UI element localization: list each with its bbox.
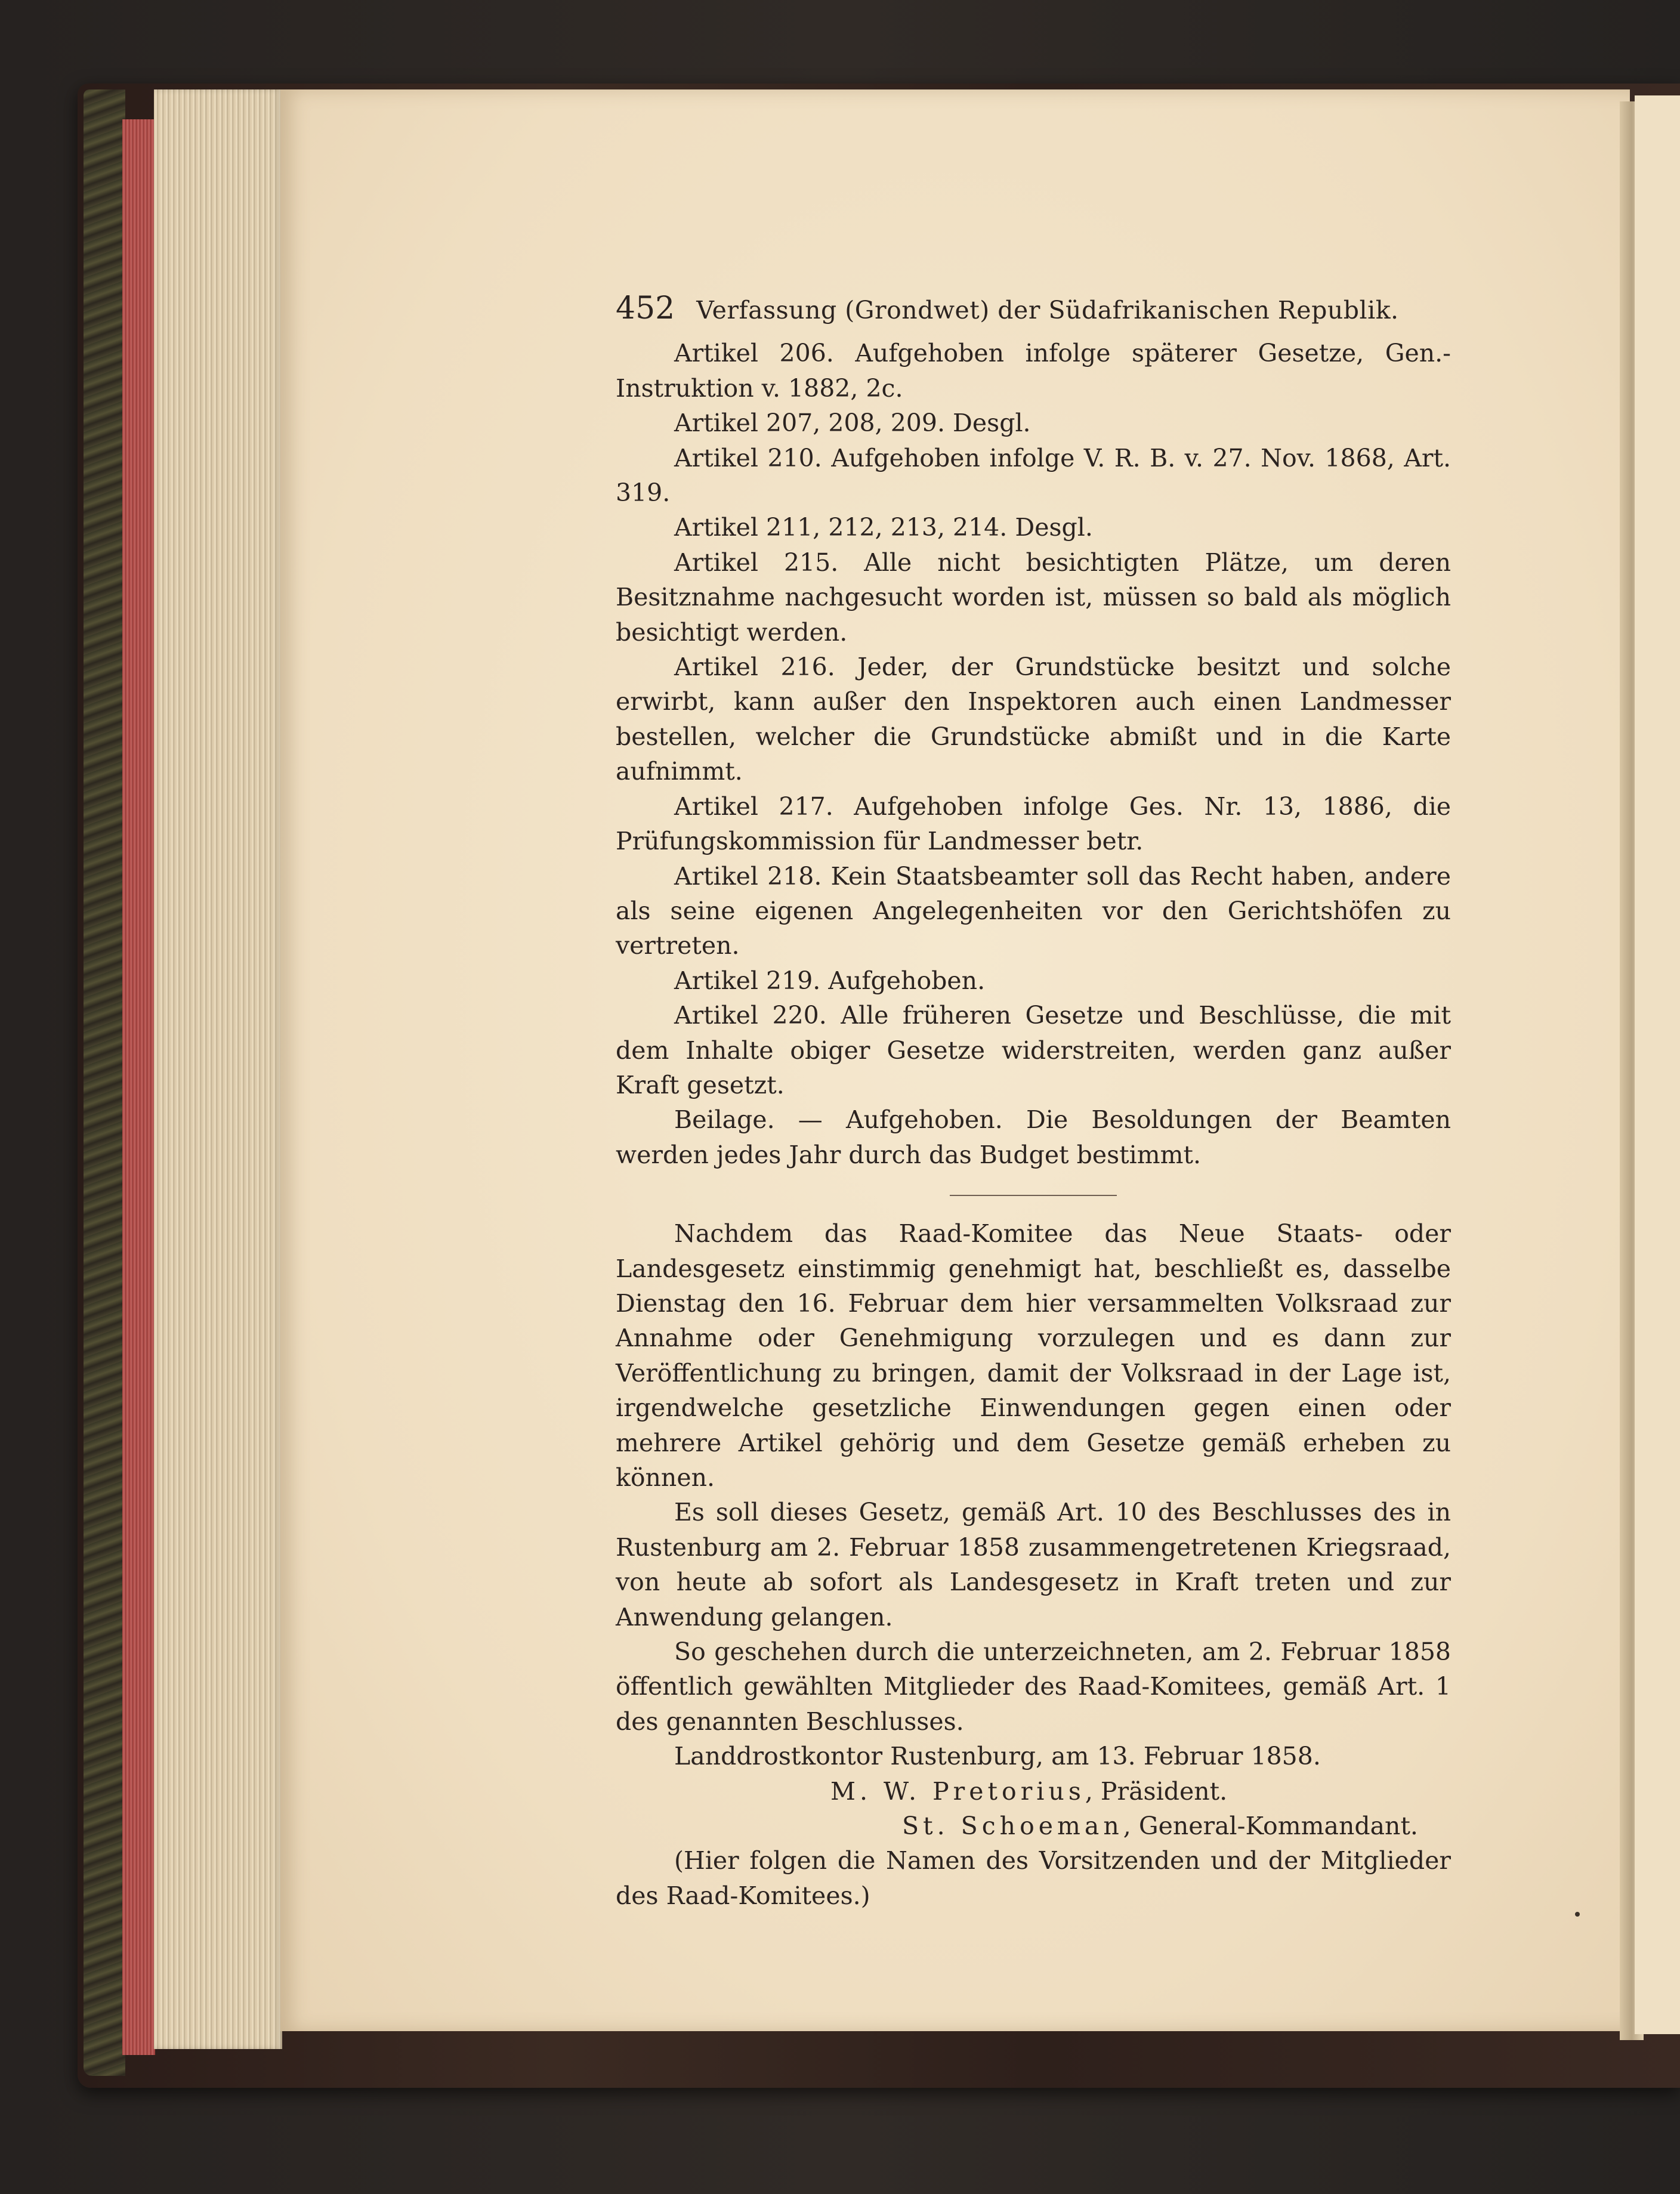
article-217: Artikel 217. Aufgehoben infolge Ges. Nr. 13, 1886, die Prüfungskommission für Landmesser betr. <box>616 792 1451 856</box>
article-211-214: Artikel 211, 212, 213, 214. Desgl. <box>674 513 1093 542</box>
signature-president-role: , Präsident. <box>1085 1776 1228 1806</box>
article-206: Artikel 206. Aufgehoben infolge späterer Gesetze, Gen.-Instruktion v. 1882, 2c. <box>616 339 1451 403</box>
page-speck <box>1575 1912 1580 1917</box>
article-216: Artikel 216. Jeder, der Grundstücke besitzt und solche erwirbt, kann außer den Inspektoren auch einen Landmesser bestellen, welcher die Grundstücke abmißt und in die Karte aufnimmt. <box>616 653 1451 786</box>
signature-president-name: M. W. Pretorius <box>830 1776 1085 1806</box>
closing-paragraph-3: So geschehen durch die unterzeichneten, am 2. Februar 1858 öffentlich gewählten Mitglieder des Raad-Komitees, gemäß Art. 1 des genannten Beschlusses. <box>616 1637 1451 1736</box>
signature-commandant-role: , General-Kommandant. <box>1123 1812 1418 1841</box>
article-218: Artikel 218. Kein Staatsbeamter soll das Recht haben, andere als seine eigenen Angelegenheiten vor den Gerichtshöfen zu vertreten. <box>616 861 1451 960</box>
closing-paragraph-1: Nachdem das Raad-Komitee das Neue Staats- oder Landesgesetz einstimmig genehmigt hat, beschließt es, dasselbe Dienstag den 16. Februar dem hier versammelten Volksraad zur Annahme oder Genehmigung vorzulegen und es dann zur Veröffentlichung zu bringen, damit der Volksraad in der Lage ist, irgendwelche gesetzliche Einwendungen gegen einen oder mehrere Artikel gehörig und dem Gesetze gemäß erheben zu können. <box>616 1219 1451 1492</box>
beilage: Beilage. — Aufgehoben. Die Besoldungen der Beamten werden jedes Jahr durch das Budget bestimmt. <box>616 1105 1451 1169</box>
footnote-members: (Hier folgen die Namen des Vorsitzenden und der Mitglieder des Raad-Komitees.) <box>616 1846 1451 1910</box>
page-block-edges <box>154 89 282 2049</box>
signature-commandant <box>616 1809 1451 1843</box>
page-number: 452 <box>616 291 675 326</box>
signature-president <box>616 1774 1451 1809</box>
facing-page-edge <box>1635 95 1680 2034</box>
page-header <box>616 291 1451 327</box>
section-divider <box>950 1195 1117 1196</box>
place-and-date: Landdrostkontor Rustenburg, am 13. Februar 1858. <box>674 1742 1321 1771</box>
signature-commandant-name: St. Schoeman <box>902 1812 1123 1841</box>
article-215: Artikel 215. Alle nicht besichtigten Plätze, um deren Besitznahme nachgesucht worden ist, müssen so bald als möglich besichtigt werden. <box>616 548 1451 647</box>
article-210: Artikel 210. Aufgehoben infolge V. R. B. v. 27. Nov. 1868, Art. 319. <box>616 443 1451 508</box>
closing-paragraph-2: Es soll dieses Gesetz, gemäß Art. 10 des Beschlusses des in Rustenburg am 2. Februar 1858 zusammengetretenen Kriegsraad, von heute ab sofort als Landesgesetz in Kraft treten und zur Anwendung gelangen. <box>616 1498 1451 1631</box>
page-text-block <box>616 291 1451 1913</box>
running-head: Verfassung (Grondwet) der Südafrikanischen Republik. <box>696 296 1399 325</box>
article-220: Artikel 220. Alle früheren Gesetze und Beschlüsse, die mit dem Inhalte obiger Gesetze widerstreiten, werden ganz außer Kraft gesetzt. <box>616 1001 1451 1099</box>
article-219: Artikel 219. Aufgehoben. <box>674 966 986 995</box>
marbled-cover-edge <box>84 89 125 2076</box>
red-page-edge <box>122 119 155 2055</box>
article-207-209: Artikel 207, 208, 209. Desgl. <box>674 409 1031 438</box>
